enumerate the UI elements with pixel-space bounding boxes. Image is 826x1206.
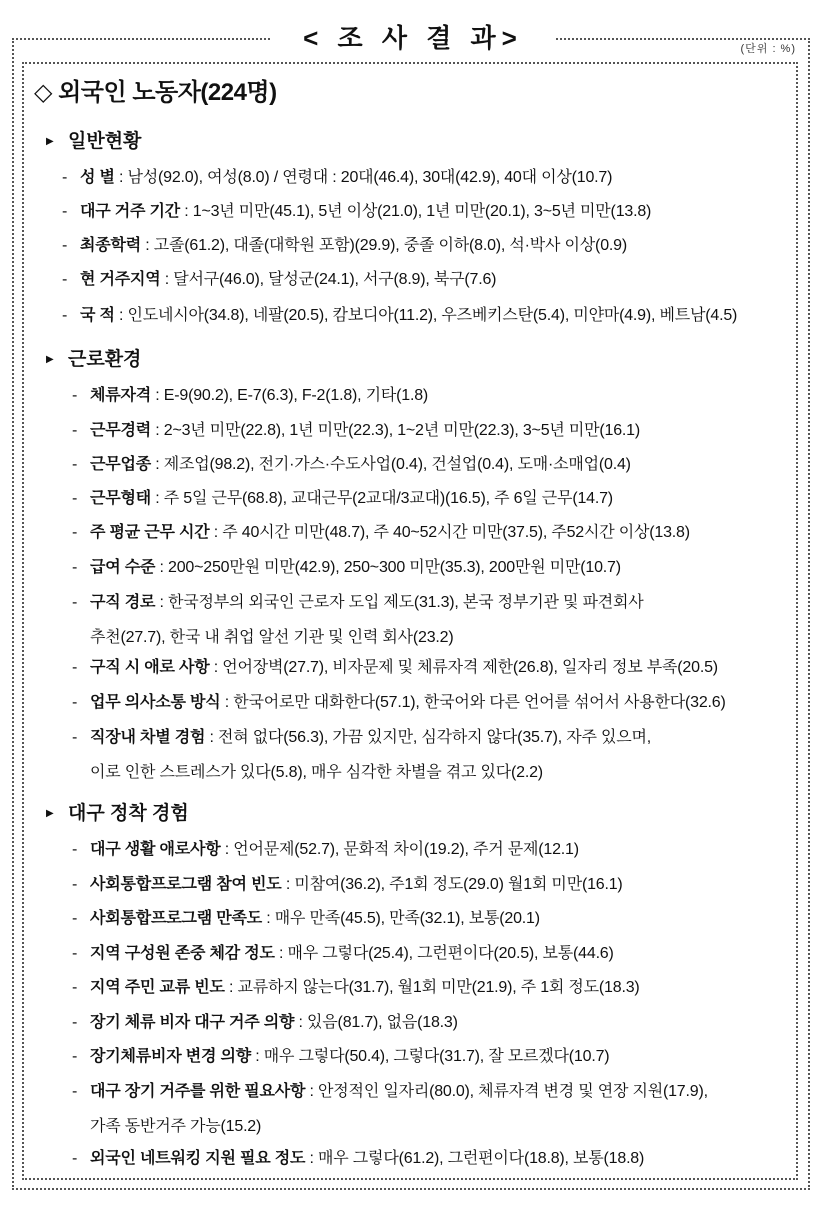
triangle-bullet-icon: ▶: [46, 808, 54, 819]
item-label: 근무업종: [90, 456, 152, 473]
list-item: [72, 974, 640, 997]
item-value: : 인도네시아(34.8), 네팔(20.5), 캄보디아(11.2), 우즈베키스탄(5.4), 미얀마(4.9), 베트남(4.5): [114, 307, 738, 324]
dash-bullet: -: [72, 524, 78, 541]
item-value: : 매우 그렇다(61.2), 그런편이다(18.8), 보통(18.8): [305, 1150, 645, 1167]
dash-bullet: -: [72, 1083, 78, 1100]
list-item: [72, 689, 726, 712]
item-label: 장기체류비자 변경 의향: [90, 1048, 252, 1065]
triangle-bullet-icon: ▶: [46, 354, 54, 365]
item-value: : 교류하지 않는다(31.7), 월1회 미만(21.9), 주 1회 정도(18.3): [224, 979, 640, 996]
list-item: [72, 836, 579, 859]
item-value-continued: 이로 인한 스트레스가 있다(5.8), 매우 심각한 차별을 겪고 있다(2.2): [90, 764, 543, 781]
item-label: 근무형태: [90, 490, 152, 507]
list-item: [72, 940, 614, 963]
dash-bullet: -: [72, 1014, 78, 1031]
item-label: 성 별: [80, 169, 115, 186]
item-value: : 있음(81.7), 없음(18.3): [294, 1014, 458, 1031]
list-item: [72, 589, 643, 647]
dash-bullet: -: [72, 841, 78, 858]
section-title: [46, 344, 141, 371]
item-value: : 매우 그렇다(25.4), 그런편이다(20.5), 보통(44.6): [274, 945, 614, 962]
item-value: : 한국정부의 외국인 근로자 도입 제도(31.3), 본국 정부기관 및 파견회사: [155, 594, 644, 611]
list-item: [72, 451, 631, 474]
item-label: 지역 주민 교류 빈도: [90, 979, 225, 996]
list-item: [72, 654, 718, 677]
item-label: 대구 장기 거주를 위한 필요사항: [90, 1083, 306, 1100]
item-value: : 고졸(61.2), 대졸(대학원 포함)(29.9), 중졸 이하(8.0), 석·박사 이상(0.9): [141, 237, 627, 254]
dash-bullet: -: [62, 169, 68, 186]
dash-bullet: -: [72, 659, 78, 676]
item-label: 근무경력: [90, 422, 152, 439]
list-item: [72, 554, 621, 577]
item-value: : 언어문제(52.7), 문화적 차이(19.2), 주거 문제(12.1): [220, 841, 579, 858]
list-item: [72, 382, 428, 405]
list-item: [72, 871, 623, 894]
item-label: 지역 구성원 존중 체감 정도: [90, 945, 275, 962]
list-item: [72, 1145, 644, 1168]
dash-bullet: -: [72, 422, 78, 439]
item-value: : 1~3년 미만(45.1), 5년 이상(21.0), 1년 미만(20.1), 3~5년 미만(13.8): [180, 203, 652, 220]
page-title-text: < 조 사 결 과>: [271, 23, 555, 53]
section-title-text: 일반현황: [68, 131, 142, 152]
item-label: 국 적: [80, 307, 115, 324]
dash-bullet: -: [72, 490, 78, 507]
list-item: [72, 905, 540, 928]
list-item: [62, 302, 737, 325]
section-title-text: 대구 정착 경험: [68, 803, 189, 824]
item-value: : 미참여(36.2), 주1회 정도(29.0) 월1회 미만(16.1): [281, 876, 623, 893]
item-value: : 안정적인 일자리(80.0), 체류자격 변경 및 연장 지원(17.9),: [305, 1083, 708, 1100]
section-title: [46, 126, 141, 153]
item-label: 최종학력: [80, 237, 142, 254]
item-value: : E-9(90.2), E-7(6.3), F-2(1.8), 기타(1.8): [151, 387, 429, 404]
dash-bullet: -: [72, 945, 78, 962]
list-item: [72, 1043, 609, 1066]
list-item: [62, 164, 612, 187]
list-item: [72, 724, 651, 782]
dash-bullet: -: [72, 910, 78, 927]
item-label: 급여 수준: [90, 559, 156, 576]
item-value: : 2~3년 미만(22.8), 1년 미만(22.3), 1~2년 미만(22.3), 3~5년 미만(16.1): [151, 422, 641, 439]
item-value: : 전혀 없다(56.3), 가끔 있지만, 심각하지 않다(35.7), 자주 있으며,: [205, 729, 652, 746]
dash-bullet: -: [62, 271, 68, 288]
list-item: [72, 485, 613, 508]
dash-bullet: -: [72, 594, 78, 611]
item-label: 현 거주지역: [80, 271, 161, 288]
list-item: [72, 1078, 708, 1136]
dash-bullet: -: [72, 559, 78, 576]
list-item: [72, 417, 640, 440]
item-label: 사회통합프로그램 만족도: [90, 910, 263, 927]
list-item: [72, 1009, 458, 1032]
unit-label: (단위 : %): [740, 43, 796, 55]
item-value: : 제조업(98.2), 전기·가스·수도사업(0.4), 건설업(0.4), 도매·소매업(0.4): [151, 456, 631, 473]
item-label: 외국인 네트워킹 지원 필요 정도: [90, 1150, 306, 1167]
dash-bullet: -: [62, 307, 68, 324]
item-label: 구직 경로: [90, 594, 156, 611]
item-label: 직장내 차별 경험: [90, 729, 206, 746]
item-label: 체류자격: [90, 387, 152, 404]
item-value-continued: 가족 동반거주 가능(15.2): [90, 1118, 262, 1135]
item-label: 대구 거주 기간: [80, 203, 181, 220]
item-value: : 매우 그렇다(50.4), 그렇다(31.7), 잘 모르겠다(10.7): [251, 1048, 610, 1065]
item-value: : 200~250만원 미만(42.9), 250~300 미만(35.3), 200만원 미만(10.7): [155, 559, 621, 576]
dash-bullet: -: [72, 1048, 78, 1065]
item-label: 사회통합프로그램 참여 빈도: [90, 876, 282, 893]
dash-bullet: -: [72, 456, 78, 473]
item-label: 장기 체류 비자 대구 거주 의향: [90, 1014, 295, 1031]
list-item: [62, 198, 651, 221]
item-label: 구직 시 애로 사항: [90, 659, 210, 676]
item-value: : 매우 만족(45.5), 만족(32.1), 보통(20.1): [262, 910, 540, 927]
dash-bullet: -: [72, 694, 78, 711]
list-item: [72, 519, 690, 542]
dash-bullet: -: [72, 729, 78, 746]
list-item: [62, 266, 496, 289]
dash-bullet: -: [72, 876, 78, 893]
dash-bullet: -: [62, 237, 68, 254]
dash-bullet: -: [72, 1150, 78, 1167]
item-value: : 한국어로만 대화한다(57.1), 한국어와 다른 언어를 섞어서 사용한다(32.6): [220, 694, 726, 711]
item-label: 업무 의사소통 방식: [90, 694, 221, 711]
list-item: [62, 232, 627, 255]
item-value: : 남성(92.0), 여성(8.0) / 연령대 : 20대(46.4), 30대(42.9), 40대 이상(10.7): [114, 169, 613, 186]
dash-bullet: -: [72, 979, 78, 996]
item-value: : 달서구(46.0), 달성군(24.1), 서구(8.9), 북구(7.6): [160, 271, 497, 288]
section-title-text: 근로환경: [68, 349, 142, 370]
item-value-continued: 추천(27.7), 한국 내 취업 알선 기관 및 인력 회사(23.2): [90, 629, 454, 646]
dash-bullet: -: [72, 387, 78, 404]
page-title: [0, 18, 826, 55]
item-label: 대구 생활 애로사항: [90, 841, 221, 858]
item-value: : 주 5일 근무(68.8), 교대근무(2교대/3교대)(16.5), 주 6일 근무(14.7): [151, 490, 613, 507]
item-value: : 주 40시간 미만(48.7), 주 40~52시간 미만(37.5), 주52시간 이상(13.8): [209, 524, 690, 541]
section-title: [46, 798, 189, 825]
section-heading: ◇ 외국인 노동자(224명): [34, 79, 277, 106]
dash-bullet: -: [62, 203, 68, 220]
triangle-bullet-icon: ▶: [46, 136, 54, 147]
item-value: : 언어장벽(27.7), 비자문제 및 체류자격 제한(26.8), 일자리 정보 부족(20.5): [209, 659, 718, 676]
item-label: 주 평균 근무 시간: [90, 524, 210, 541]
